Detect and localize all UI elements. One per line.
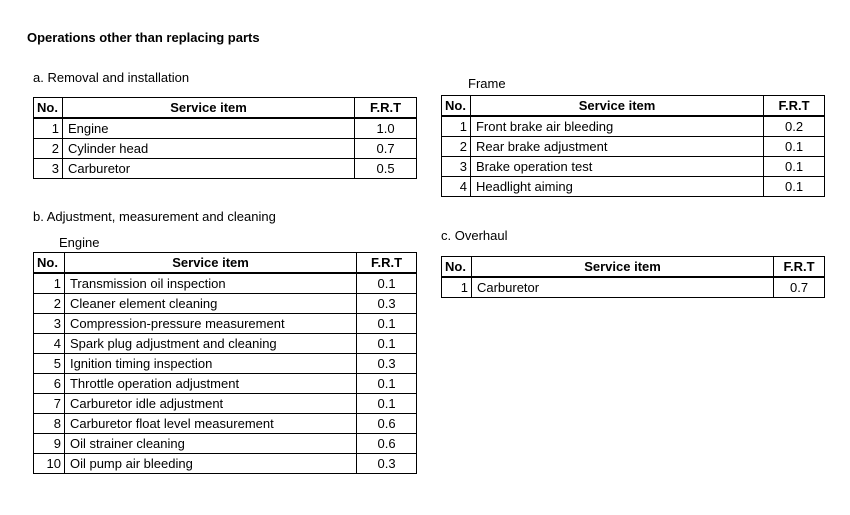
row-number: 1 (34, 118, 63, 139)
row-number: 2 (442, 137, 471, 157)
frt-value: 0.1 (357, 273, 417, 294)
frt-value: 0.7 (774, 277, 825, 298)
section-a-label: a. Removal and installation (33, 70, 190, 85)
service-item-cell: Rear brake adjustment (470, 137, 763, 157)
col-header-service-item: Service item (64, 253, 356, 274)
col-header-service-item: Service item (62, 98, 354, 119)
col-header-no: No. (442, 96, 471, 117)
service-item-cell: Carburetor idle adjustment (64, 394, 356, 414)
col-header-service-item: Service item (470, 96, 763, 117)
frt-value: 0.2 (764, 116, 825, 137)
col-header-no: No. (34, 98, 63, 119)
table-row (442, 116, 825, 137)
row-number: 8 (34, 414, 65, 434)
table-row (34, 118, 417, 139)
frt-value: 0.3 (357, 454, 417, 474)
col-header-frt: F.R.T (764, 96, 825, 117)
row-number: 3 (34, 159, 63, 179)
col-header-frt: F.R.T (357, 253, 417, 274)
col-header-no: No. (34, 253, 65, 274)
service-item-cell: Carburetor (471, 277, 773, 298)
frt-value: 0.6 (357, 434, 417, 454)
col-header-frt: F.R.T (774, 257, 825, 278)
row-number: 5 (34, 354, 65, 374)
service-item-cell: Oil pump air bleeding (64, 454, 356, 474)
table-row (34, 139, 417, 159)
row-number: 7 (34, 394, 65, 414)
table-row (34, 294, 417, 314)
row-number: 6 (34, 374, 65, 394)
frt-value: 0.1 (357, 374, 417, 394)
frt-value: 0.1 (764, 157, 825, 177)
col-header-no: No. (442, 257, 472, 278)
service-item-cell: Transmission oil inspection (64, 273, 356, 294)
service-item-cell: Spark plug adjustment and cleaning (64, 334, 356, 354)
service-item-cell: Headlight aiming (470, 177, 763, 197)
service-item-cell: Front brake air bleeding (470, 116, 763, 137)
row-number: 3 (442, 157, 471, 177)
frt-value: 1.0 (355, 118, 417, 139)
service-item-cell: Carburetor float level measurement (64, 414, 356, 434)
frame-table (441, 95, 825, 197)
table-row (442, 277, 825, 298)
section-b-label: b. Adjustment, measurement and cleaning (33, 209, 276, 224)
table-row (34, 394, 417, 414)
row-number: 4 (442, 177, 471, 197)
row-number: 4 (34, 334, 65, 354)
table-row (442, 157, 825, 177)
table-row (34, 314, 417, 334)
row-number: 2 (34, 139, 63, 159)
overhaul-table (441, 256, 825, 298)
row-number: 10 (34, 454, 65, 474)
row-number: 3 (34, 314, 65, 334)
table-row (34, 354, 417, 374)
col-header-frt: F.R.T (355, 98, 417, 119)
row-number: 1 (442, 116, 471, 137)
table-row (34, 334, 417, 354)
row-number: 1 (442, 277, 472, 298)
adjustment-table (33, 252, 417, 474)
col-header-service-item: Service item (471, 257, 773, 278)
row-number: 9 (34, 434, 65, 454)
frt-value: 0.6 (357, 414, 417, 434)
frt-value: 0.3 (357, 354, 417, 374)
table-row (442, 177, 825, 197)
page-title: Operations other than replacing parts (27, 30, 260, 45)
table-row (34, 414, 417, 434)
table-row (34, 434, 417, 454)
frt-value: 0.3 (357, 294, 417, 314)
service-item-cell: Compression-pressure measurement (64, 314, 356, 334)
frt-value: 0.1 (357, 394, 417, 414)
frt-value: 0.7 (355, 139, 417, 159)
frt-value: 0.1 (357, 334, 417, 354)
table-row (442, 137, 825, 157)
table-row (34, 159, 417, 179)
table-row (34, 273, 417, 294)
table-row (34, 454, 417, 474)
frt-value: 0.5 (355, 159, 417, 179)
service-item-cell: Oil strainer cleaning (64, 434, 356, 454)
service-item-cell: Cylinder head (62, 139, 354, 159)
frt-value: 0.1 (764, 177, 825, 197)
engine-label: Engine (59, 235, 100, 250)
service-item-cell: Carburetor (62, 159, 354, 179)
service-item-cell: Brake operation test (470, 157, 763, 177)
service-item-cell: Ignition timing inspection (64, 354, 356, 374)
frame-label: Frame (468, 76, 506, 91)
service-item-cell: Throttle operation adjustment (64, 374, 356, 394)
section-c-label: c. Overhaul (441, 228, 508, 243)
service-item-cell: Cleaner element cleaning (64, 294, 356, 314)
removal-installation-table (33, 97, 417, 179)
table-row (34, 374, 417, 394)
row-number: 2 (34, 294, 65, 314)
frt-value: 0.1 (357, 314, 417, 334)
frt-value: 0.1 (764, 137, 825, 157)
row-number: 1 (34, 273, 65, 294)
service-item-cell: Engine (62, 118, 354, 139)
